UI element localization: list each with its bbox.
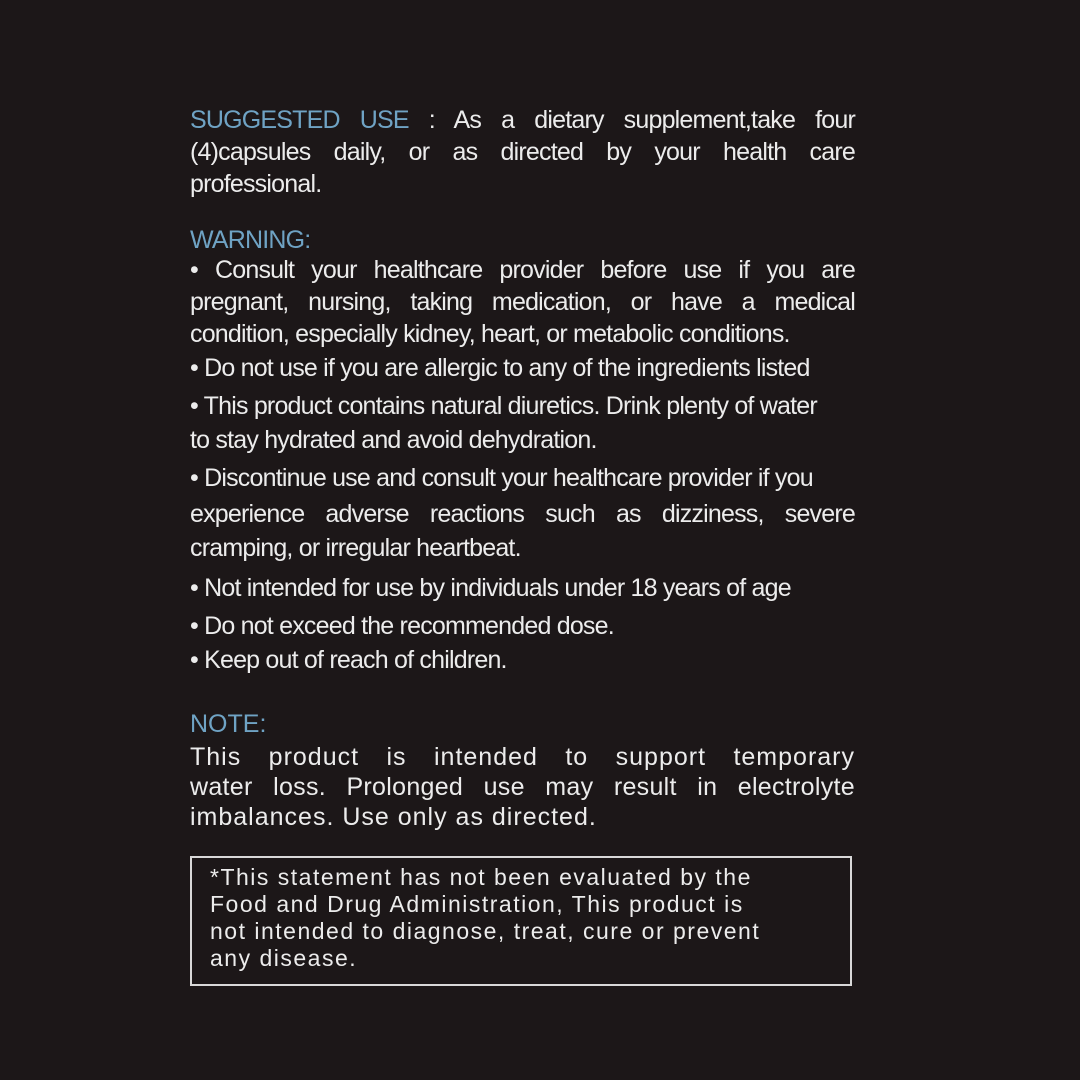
warning-line-10: • Not intended for use by individuals under 18 years of age	[190, 574, 791, 602]
disclaimer-line-3: not intended to diagnose, treat, cure or prevent	[210, 918, 761, 944]
suggested-use-line-2: (4)capsules daily, or as directed by your health care	[190, 138, 855, 166]
warning-list	[190, 254, 855, 676]
warning-line-12: • Keep out of reach of children.	[190, 646, 507, 674]
fda-disclaimer-text	[210, 864, 842, 972]
warning-line-11: • Do not exceed the recommended dose.	[190, 612, 614, 640]
suggested-use-section	[190, 104, 855, 200]
warning-line-9: cramping, or irregular heartbeat.	[190, 534, 521, 562]
warning-line-4: • Do not use if you are allergic to any of the ingredients listed	[190, 354, 810, 382]
suggested-use-text: : As a dietary supplement,take four	[408, 106, 855, 134]
warning-line-2: pregnant, nursing, taking medication, or have a medical	[190, 288, 855, 316]
suggested-use-line-1	[190, 104, 855, 136]
warning-line-7: • Discontinue use and consult your healthcare provider if you	[190, 464, 813, 492]
fda-disclaimer-box	[190, 856, 852, 986]
note-line-3: imbalances. Use only as directed.	[190, 803, 597, 831]
warning-line-5: • This product contains natural diuretics. Drink plenty of water	[190, 392, 817, 420]
warning-line-8: experience adverse reactions such as dizziness, severe	[190, 500, 855, 528]
suggested-use-line-3: professional.	[190, 170, 322, 198]
disclaimer-line-1: *This statement has not been evaluated by the	[210, 864, 752, 890]
note-body	[190, 742, 855, 832]
disclaimer-line-4: any disease.	[210, 945, 358, 971]
note-heading: NOTE:	[190, 710, 267, 738]
warning-line-6: to stay hydrated and avoid dehydration.	[190, 426, 597, 454]
disclaimer-line-2: Food and Drug Administration, This product is	[210, 891, 744, 917]
note-line-1: This product is intended to support temporary	[190, 743, 855, 771]
note-line-2: water loss. Prolonged use may result in electrolyte	[190, 773, 855, 801]
suggested-use-heading: SUGGESTED USE	[190, 106, 409, 134]
warning-line-3: condition, especially kidney, heart, or metabolic conditions.	[190, 320, 790, 348]
warning-heading: WARNING:	[190, 226, 311, 254]
warning-line-1: • Consult your healthcare provider before use if you are	[190, 256, 855, 284]
